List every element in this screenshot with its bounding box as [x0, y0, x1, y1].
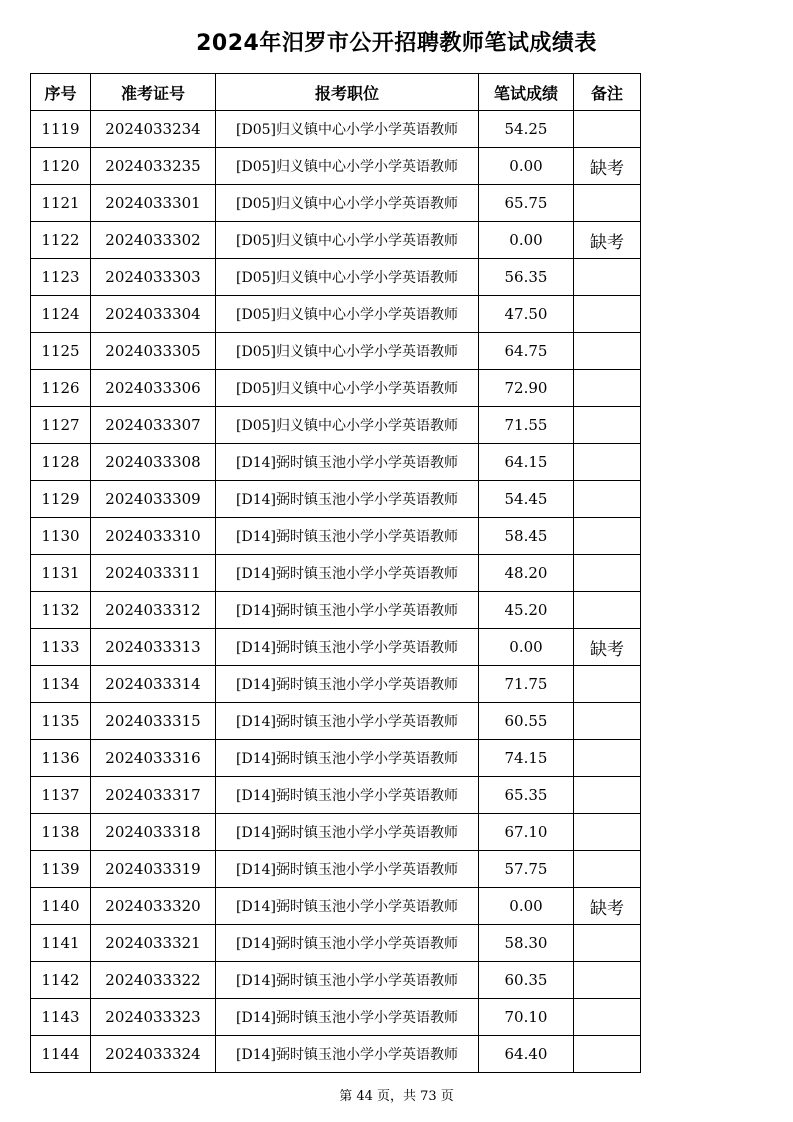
- cell-exam-id: 2024033305: [91, 333, 216, 370]
- table-row: [31, 1036, 641, 1073]
- cell-note: [574, 111, 641, 148]
- cell-exam-id: 2024033302: [91, 222, 216, 259]
- cell-score: 57.75: [479, 851, 574, 888]
- cell-score: 60.35: [479, 962, 574, 999]
- cell-exam-id: 2024033235: [91, 148, 216, 185]
- cell-position: [D14]弼时镇玉池小学小学英语教师: [216, 740, 479, 777]
- cell-seq: 1133: [31, 629, 91, 666]
- cell-score: 0.00: [479, 222, 574, 259]
- table-row: [31, 407, 641, 444]
- cell-note: [574, 1036, 641, 1073]
- cell-note: [574, 740, 641, 777]
- header-seq: 序号: [31, 74, 91, 111]
- cell-position: [D14]弼时镇玉池小学小学英语教师: [216, 481, 479, 518]
- cell-score: 64.75: [479, 333, 574, 370]
- cell-position: [D14]弼时镇玉池小学小学英语教师: [216, 851, 479, 888]
- cell-position: [D05]归义镇中心小学小学英语教师: [216, 148, 479, 185]
- cell-exam-id: 2024033322: [91, 962, 216, 999]
- scores-table: [30, 73, 641, 1073]
- cell-score: 48.20: [479, 555, 574, 592]
- cell-score: 74.15: [479, 740, 574, 777]
- cell-note: [574, 370, 641, 407]
- cell-note: 缺考: [574, 888, 641, 925]
- table-row: [31, 592, 641, 629]
- cell-position: [D14]弼时镇玉池小学小学英语教师: [216, 666, 479, 703]
- cell-note: [574, 814, 641, 851]
- cell-note: [574, 185, 641, 222]
- cell-score: 70.10: [479, 999, 574, 1036]
- table-row: [31, 999, 641, 1036]
- table-row: [31, 222, 641, 259]
- cell-seq: 1142: [31, 962, 91, 999]
- cell-note: [574, 444, 641, 481]
- cell-seq: 1128: [31, 444, 91, 481]
- cell-exam-id: 2024033313: [91, 629, 216, 666]
- cell-seq: 1138: [31, 814, 91, 851]
- cell-seq: 1129: [31, 481, 91, 518]
- cell-position: [D14]弼时镇玉池小学小学英语教师: [216, 703, 479, 740]
- cell-position: [D05]归义镇中心小学小学英语教师: [216, 296, 479, 333]
- cell-exam-id: 2024033303: [91, 259, 216, 296]
- table-row: [31, 111, 641, 148]
- cell-exam-id: 2024033319: [91, 851, 216, 888]
- cell-seq: 1120: [31, 148, 91, 185]
- cell-seq: 1132: [31, 592, 91, 629]
- cell-exam-id: 2024033321: [91, 925, 216, 962]
- header-row: [31, 74, 641, 111]
- cell-position: [D05]归义镇中心小学小学英语教师: [216, 185, 479, 222]
- header-exam-id: 准考证号: [91, 74, 216, 111]
- table-row: [31, 444, 641, 481]
- cell-note: [574, 407, 641, 444]
- cell-seq: 1134: [31, 666, 91, 703]
- table-row: [31, 962, 641, 999]
- header-score: 笔试成绩: [479, 74, 574, 111]
- cell-score: 45.20: [479, 592, 574, 629]
- cell-seq: 1131: [31, 555, 91, 592]
- cell-exam-id: 2024033234: [91, 111, 216, 148]
- table-row: [31, 851, 641, 888]
- cell-seq: 1143: [31, 999, 91, 1036]
- cell-exam-id: 2024033324: [91, 1036, 216, 1073]
- cell-position: [D14]弼时镇玉池小学小学英语教师: [216, 777, 479, 814]
- cell-seq: 1127: [31, 407, 91, 444]
- cell-position: [D14]弼时镇玉池小学小学英语教师: [216, 925, 479, 962]
- cell-score: 67.10: [479, 814, 574, 851]
- cell-position: [D14]弼时镇玉池小学小学英语教师: [216, 555, 479, 592]
- cell-score: 0.00: [479, 148, 574, 185]
- cell-note: [574, 999, 641, 1036]
- table-row: [31, 740, 641, 777]
- page-title: 2024年汨罗市公开招聘教师笔试成绩表: [196, 31, 597, 56]
- cell-exam-id: 2024033307: [91, 407, 216, 444]
- cell-exam-id: 2024033306: [91, 370, 216, 407]
- table-row: [31, 259, 641, 296]
- cell-exam-id: 2024033304: [91, 296, 216, 333]
- cell-position: [D05]归义镇中心小学小学英语教师: [216, 407, 479, 444]
- table-row: [31, 296, 641, 333]
- cell-score: 54.25: [479, 111, 574, 148]
- cell-seq: 1137: [31, 777, 91, 814]
- cell-exam-id: 2024033318: [91, 814, 216, 851]
- header-note: 备注: [574, 74, 641, 111]
- table-row: [31, 814, 641, 851]
- cell-position: [D14]弼时镇玉池小学小学英语教师: [216, 1036, 479, 1073]
- cell-exam-id: 2024033312: [91, 592, 216, 629]
- cell-score: 71.75: [479, 666, 574, 703]
- table-row: [31, 703, 641, 740]
- cell-note: [574, 296, 641, 333]
- cell-exam-id: 2024033317: [91, 777, 216, 814]
- table-row: [31, 333, 641, 370]
- cell-seq: 1136: [31, 740, 91, 777]
- cell-position: [D05]归义镇中心小学小学英语教师: [216, 111, 479, 148]
- cell-score: 47.50: [479, 296, 574, 333]
- cell-note: [574, 703, 641, 740]
- cell-score: 65.75: [479, 185, 574, 222]
- cell-score: 58.30: [479, 925, 574, 962]
- table-row: [31, 629, 641, 666]
- cell-note: [574, 777, 641, 814]
- cell-exam-id: 2024033310: [91, 518, 216, 555]
- cell-note: 缺考: [574, 629, 641, 666]
- cell-score: 0.00: [479, 629, 574, 666]
- cell-note: [574, 333, 641, 370]
- cell-note: [574, 851, 641, 888]
- cell-position: [D14]弼时镇玉池小学小学英语教师: [216, 962, 479, 999]
- table-row: [31, 777, 641, 814]
- cell-position: [D05]归义镇中心小学小学英语教师: [216, 222, 479, 259]
- cell-exam-id: 2024033315: [91, 703, 216, 740]
- cell-note: [574, 592, 641, 629]
- cell-exam-id: 2024033309: [91, 481, 216, 518]
- cell-seq: 1140: [31, 888, 91, 925]
- cell-seq: 1126: [31, 370, 91, 407]
- cell-note: [574, 666, 641, 703]
- cell-exam-id: 2024033311: [91, 555, 216, 592]
- cell-exam-id: 2024033323: [91, 999, 216, 1036]
- cell-seq: 1125: [31, 333, 91, 370]
- cell-score: 56.35: [479, 259, 574, 296]
- table-row: [31, 370, 641, 407]
- cell-position: [D05]归义镇中心小学小学英语教师: [216, 370, 479, 407]
- header-position: 报考职位: [216, 74, 479, 111]
- cell-position: [D14]弼时镇玉池小学小学英语教师: [216, 999, 479, 1036]
- cell-seq: 1130: [31, 518, 91, 555]
- cell-score: 64.15: [479, 444, 574, 481]
- cell-seq: 1123: [31, 259, 91, 296]
- cell-note: [574, 481, 641, 518]
- cell-exam-id: 2024033316: [91, 740, 216, 777]
- table-body: [31, 111, 641, 1073]
- cell-position: [D14]弼时镇玉池小学小学英语教师: [216, 629, 479, 666]
- cell-score: 60.55: [479, 703, 574, 740]
- cell-position: [D14]弼时镇玉池小学小学英语教师: [216, 592, 479, 629]
- cell-score: 58.45: [479, 518, 574, 555]
- table-row: [31, 518, 641, 555]
- cell-note: [574, 962, 641, 999]
- table-row: [31, 925, 641, 962]
- page-footer: 第 44 页，共 73 页: [339, 1089, 454, 1104]
- table-row: [31, 148, 641, 185]
- table-row: [31, 185, 641, 222]
- table-row: [31, 666, 641, 703]
- cell-note: 缺考: [574, 148, 641, 185]
- cell-position: [D05]归义镇中心小学小学英语教师: [216, 333, 479, 370]
- cell-exam-id: 2024033314: [91, 666, 216, 703]
- table-row: [31, 888, 641, 925]
- cell-score: 0.00: [479, 888, 574, 925]
- cell-seq: 1119: [31, 111, 91, 148]
- cell-score: 54.45: [479, 481, 574, 518]
- cell-seq: 1122: [31, 222, 91, 259]
- cell-note: 缺考: [574, 222, 641, 259]
- cell-note: [574, 518, 641, 555]
- cell-note: [574, 555, 641, 592]
- table-row: [31, 555, 641, 592]
- cell-score: 71.55: [479, 407, 574, 444]
- cell-score: 72.90: [479, 370, 574, 407]
- cell-position: [D14]弼时镇玉池小学小学英语教师: [216, 888, 479, 925]
- cell-seq: 1121: [31, 185, 91, 222]
- cell-seq: 1144: [31, 1036, 91, 1073]
- cell-exam-id: 2024033301: [91, 185, 216, 222]
- cell-seq: 1124: [31, 296, 91, 333]
- cell-score: 64.40: [479, 1036, 574, 1073]
- cell-seq: 1139: [31, 851, 91, 888]
- cell-position: [D14]弼时镇玉池小学小学英语教师: [216, 518, 479, 555]
- cell-note: [574, 259, 641, 296]
- cell-seq: 1141: [31, 925, 91, 962]
- cell-score: 65.35: [479, 777, 574, 814]
- cell-exam-id: 2024033320: [91, 888, 216, 925]
- cell-position: [D14]弼时镇玉池小学小学英语教师: [216, 814, 479, 851]
- cell-position: [D05]归义镇中心小学小学英语教师: [216, 259, 479, 296]
- cell-note: [574, 925, 641, 962]
- cell-exam-id: 2024033308: [91, 444, 216, 481]
- cell-seq: 1135: [31, 703, 91, 740]
- cell-position: [D14]弼时镇玉池小学小学英语教师: [216, 444, 479, 481]
- table-row: [31, 481, 641, 518]
